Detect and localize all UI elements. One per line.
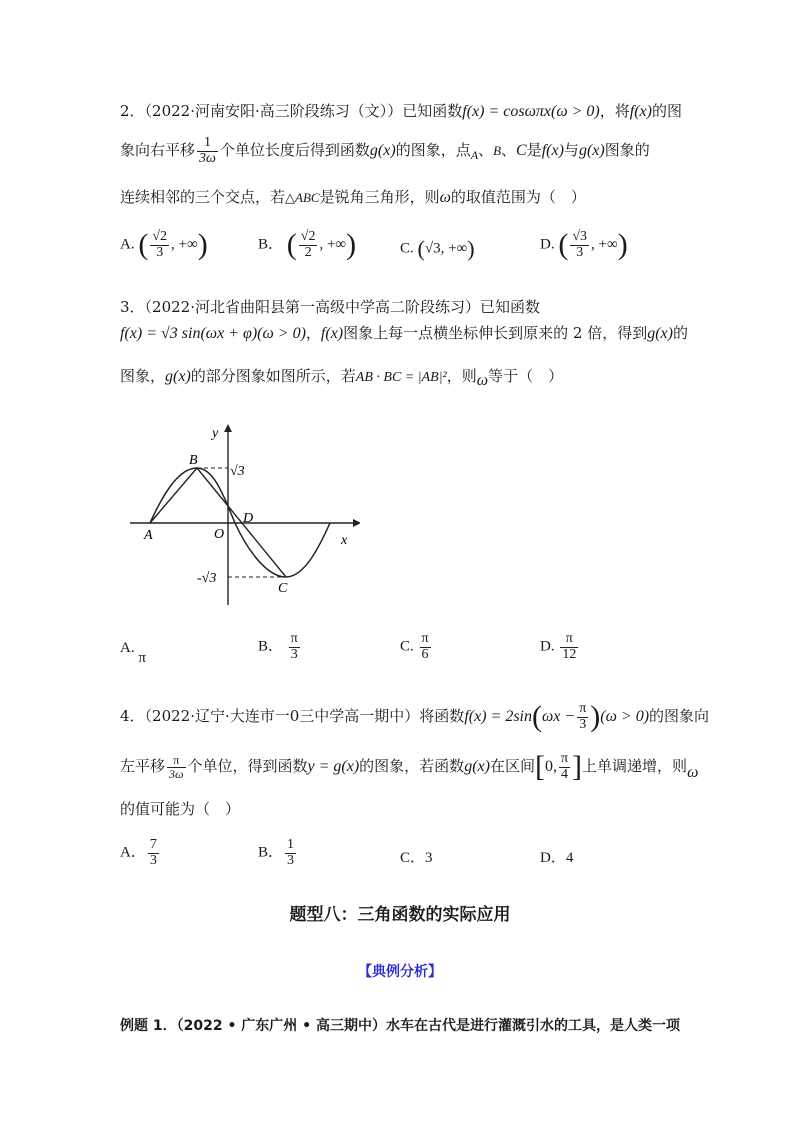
- q2-line3: 连续相邻的三个交点，若△ABC是锐角三角形，则ω的取值范围为（ ）: [120, 188, 586, 206]
- q2-option-a[interactable]: A. ( $\frac{√2}{3}$ , +∞): [120, 228, 208, 261]
- q4-option-d[interactable]: D．4: [540, 850, 574, 866]
- q2-line1: 2．（2022·河南安阳·高三阶段练习（文））已知函数f(x) = cosωπx(ω > 0)，将f(x)的图: [120, 102, 682, 120]
- q3-line1: 3．（2022·河北省曲阳县第一高级中学高二阶段练习）已知函数: [120, 298, 540, 316]
- segment-ab: [150, 468, 197, 523]
- sqrt3-label: √3: [230, 464, 245, 479]
- q3-option-a[interactable]: A. π: [120, 640, 146, 666]
- section-title: 题型八：三角函数的实际应用: [289, 905, 511, 925]
- neg-sqrt3-label: -√3: [197, 571, 217, 586]
- y-axis-arrow: [224, 424, 232, 432]
- q4-line1: 4．（2022·辽宁·大连市一0三中学高一期中）将函数f(x) = 2sin(ωx − $\frac{\pi}{3}$ )(ω > 0)的图象向: [120, 700, 710, 733]
- point-c-label: C: [278, 581, 288, 596]
- q3-option-c[interactable]: C. $\frac{\pi}{6}$: [400, 631, 429, 662]
- x-axis-arrow: [353, 519, 360, 527]
- subsection-title: 【典例分析】: [358, 964, 442, 980]
- origin-label: O: [214, 527, 225, 542]
- sine-graph: [120, 420, 360, 610]
- q4-option-b[interactable]: B． $\frac{1}{3}$: [258, 837, 295, 868]
- q4-line2: 左平移 $\frac{\pi}{3\omega}$ 个单位，得到函数y = g(x)的图象，若函数g(x)在区间[0, $\frac{\pi}{4}$ ]上单调递增，则ω: [120, 750, 699, 783]
- q3-line3: 图象，g(x)的部分图象如图所示，若AB · BC = |AB|²，则ω等于（ ）: [120, 367, 564, 389]
- q4-line3: 的值可能为（ ）: [120, 800, 241, 818]
- q4-option-a[interactable]: A． $\frac{7}{3}$: [120, 837, 157, 868]
- q3-line2: f(x) = √3 sin(ωx + φ)(ω > 0)，f(x)图象上每一点横坐标伸长到原来的 2 倍，得到g(x)的: [120, 324, 688, 342]
- y-label: y: [212, 426, 219, 441]
- q2-option-c[interactable]: C. (√3, +∞): [400, 236, 475, 261]
- point-b-label: B: [189, 453, 198, 468]
- q3-option-d[interactable]: D. $\frac{\pi}{12}$: [540, 631, 577, 662]
- q2-line2: 象向右平移 $\frac{1}{3\omega}$ 个单位长度后得到函数g(x)的图象，点$_A$、B、C是f(x)与g(x)图象的: [120, 135, 650, 166]
- q3-option-b[interactable]: B． $\frac{\pi}{3}$: [258, 631, 298, 662]
- point-d-label: D: [243, 511, 254, 526]
- example-1-text: 例题 1．（2022 • 广东广州 • 高三期中）水车在古代是进行灌溉引水的工具，是人类一项: [120, 1018, 680, 1034]
- shift-fraction: $\frac{1}{3\omega}$: [199, 135, 216, 166]
- q2-option-d[interactable]: D. ( $\frac{√3}{3}$ , +∞): [540, 228, 628, 261]
- q4-option-c[interactable]: C．3: [400, 850, 433, 866]
- point-a-label: A: [144, 528, 153, 543]
- q2-option-b[interactable]: B． ( $\frac{√2}{2}$ , +∞): [258, 228, 357, 261]
- x-label: x: [341, 533, 348, 548]
